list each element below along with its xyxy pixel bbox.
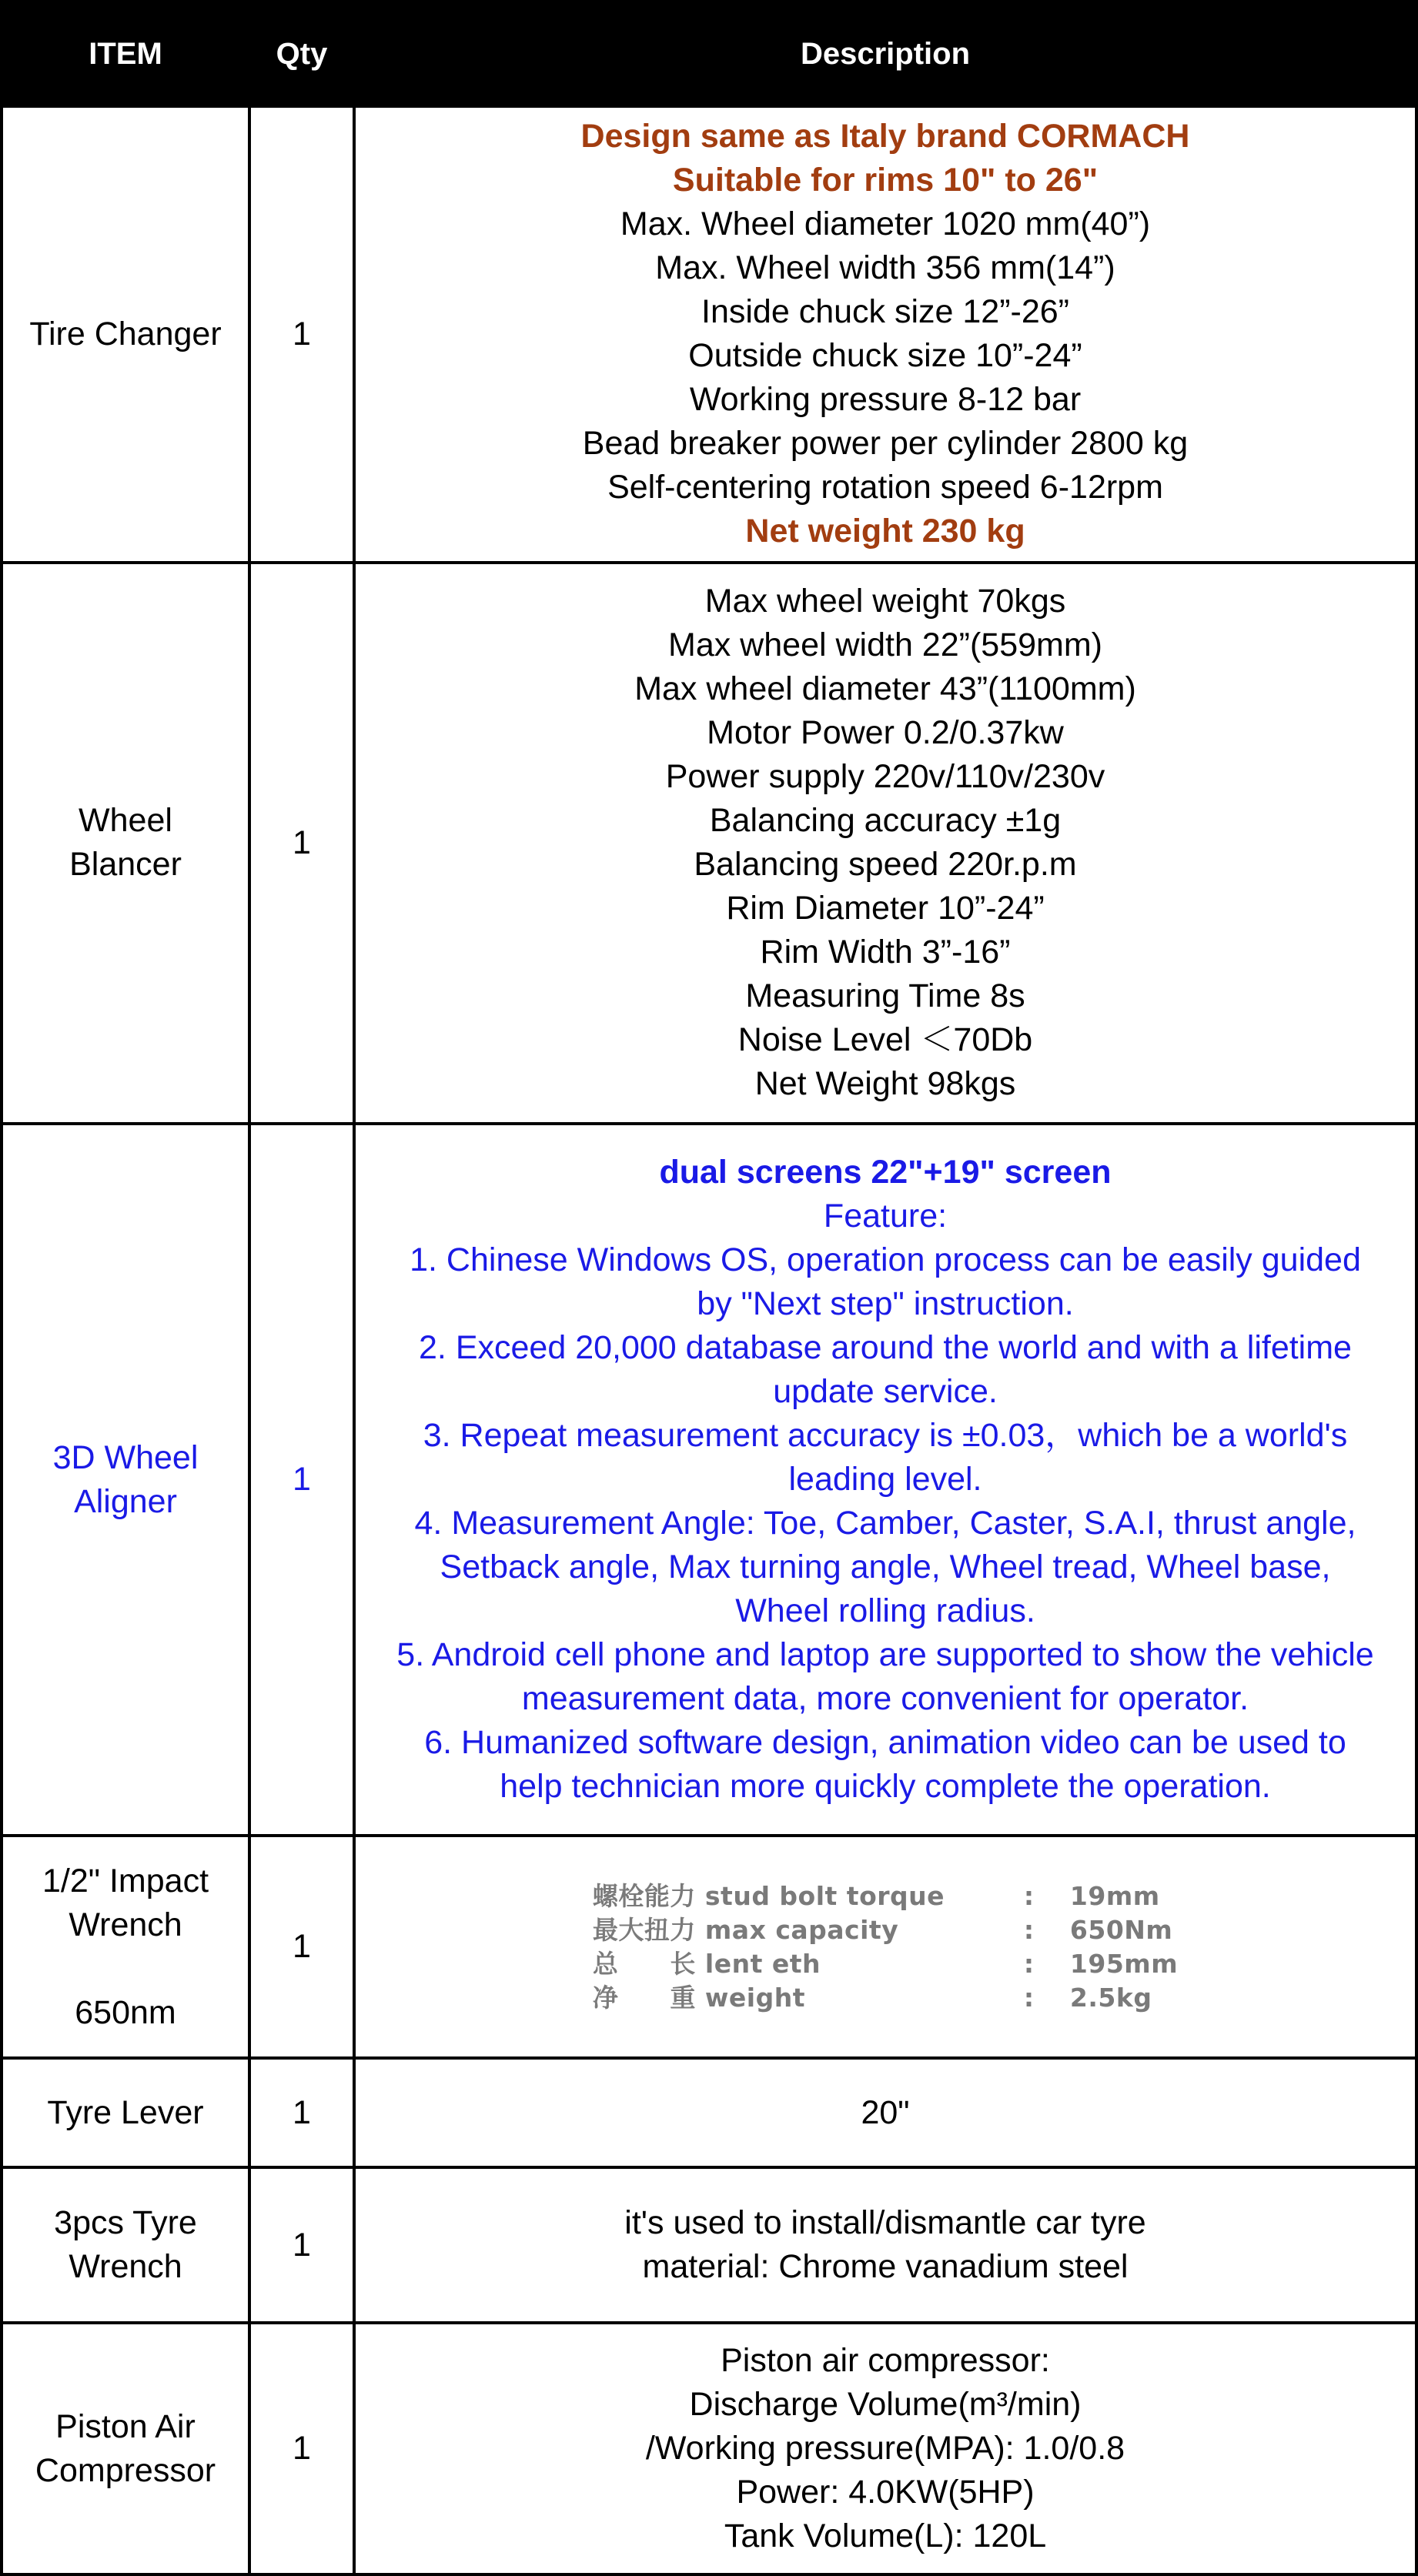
- description-line: 5. Android cell phone and laptop are supported to show the vehicle: [396, 1636, 1374, 1674]
- spec-label: 螺栓能力 stud bolt torque: [592, 1880, 945, 1911]
- table-row-tire-changer: [2, 106, 1416, 563]
- item-name-line: Wheel: [79, 802, 172, 840]
- description-line: Motor Power 0.2/0.37kw: [707, 714, 1064, 752]
- spec-plate-row: [593, 1913, 1178, 1947]
- table-row-impact-wrench: [2, 1836, 1416, 2057]
- item-name-line: 3D Wheel: [52, 1438, 199, 1476]
- qty-cell: 1: [249, 1836, 354, 2057]
- item-name-line: Wrench: [69, 1906, 182, 1943]
- qty-cell: 1: [249, 2323, 354, 2574]
- spec-colon: :: [1023, 1880, 1035, 1911]
- description-line: Tank Volume(L): 120L: [724, 2518, 1047, 2555]
- spec-plate-image: [593, 1879, 1178, 2015]
- description-line: Feature:: [823, 1198, 948, 1235]
- spec-plate-row: [593, 1947, 1178, 1981]
- item-name-line: 1/2" Impact: [42, 1862, 209, 1899]
- table-row-tyre-wrench: [2, 2167, 1416, 2323]
- item-cell: [2, 1124, 249, 1836]
- item-name-line: Piston Air: [55, 2407, 196, 2445]
- item-name-line: 650nm: [75, 1993, 176, 2031]
- spec-plate-row: [593, 1879, 1178, 1913]
- description-line: Rim Diameter 10”-24”: [726, 890, 1045, 927]
- description-line: /Working pressure(MPA): 1.0/0.8: [645, 2430, 1125, 2467]
- description-line: Power: 4.0KW(5HP): [736, 2474, 1035, 2511]
- description-line: 3. Repeat measurement accuracy is ±0.03，which be a world's: [423, 1417, 1348, 1455]
- description-line: Measuring Time 8s: [745, 977, 1025, 1015]
- header-row: [2, 2, 1416, 106]
- description-cell: [354, 2167, 1416, 2323]
- description-cell: [354, 2323, 1416, 2574]
- description-line: Outside chuck size 10”-24”: [688, 337, 1082, 375]
- description-line: measurement data, more convenient for operator.: [521, 1680, 1249, 1718]
- description-line: material: Chrome vanadium steel: [642, 2248, 1129, 2286]
- description-line: Net Weight 98kgs: [754, 1065, 1016, 1103]
- item-cell: [2, 2167, 249, 2323]
- description-line: Design same as Italy brand CORMACH: [580, 118, 1190, 155]
- description-line: it's used to install/dismantle car tyre: [624, 2204, 1146, 2242]
- description-cell: [354, 2058, 1416, 2167]
- description-line: Balancing accuracy ±1g: [709, 802, 1062, 840]
- item-name-line: Wrench: [69, 2248, 182, 2286]
- spec-colon: :: [1023, 1948, 1035, 1979]
- description-line: Max wheel width 22”(559mm): [668, 626, 1102, 664]
- spec-label: 最大扭力 max capacity: [592, 1914, 899, 1945]
- qty-cell: 1: [249, 2167, 354, 2323]
- table-header: [2, 2, 1416, 106]
- description-line: leading level.: [788, 1461, 982, 1498]
- description-line: Discharge Volume(m³/min): [689, 2386, 1082, 2424]
- description-line: Wheel rolling radius.: [735, 1592, 1035, 1630]
- description-line: Noise Level ＜70Db: [737, 1021, 1033, 1059]
- description-line: Suitable for rims 10" to 26": [672, 162, 1099, 199]
- description-line: Working pressure 8-12 bar: [689, 381, 1082, 419]
- description-cell: [354, 106, 1416, 563]
- header-item: ITEM: [2, 2, 249, 106]
- item-name: Tyre Lever: [47, 2093, 204, 2131]
- description-line: dual screens 22"+19" screen: [659, 1154, 1112, 1191]
- description-line: by "Next step" instruction.: [697, 1285, 1074, 1323]
- spec-colon: :: [1023, 1914, 1035, 1945]
- spec-value: 2.5kg: [1069, 1982, 1152, 2013]
- description-line: Max wheel weight 70kgs: [704, 583, 1066, 620]
- header-qty: Qty: [249, 2, 354, 106]
- qty-cell: 1: [249, 2058, 354, 2167]
- description-line: 1. Chinese Windows OS, operation process can be easily guided: [410, 1241, 1361, 1279]
- qty-cell: 1: [249, 563, 354, 1124]
- description-line: help technician more quickly complete the operation.: [500, 1768, 1271, 1806]
- spec-value: 650Nm: [1069, 1914, 1173, 1945]
- item-name-line: 3pcs Tyre: [54, 2204, 197, 2242]
- table-row-tyre-lever: [2, 2058, 1416, 2167]
- spacer: [6, 1947, 245, 1991]
- spec-label: 净 重 weight: [592, 1982, 805, 2013]
- description-line: Setback angle, Max turning angle, Wheel tread, Wheel base,: [440, 1549, 1331, 1586]
- description-cell: [354, 1124, 1416, 1836]
- description-line: Rim Width 3”-16”: [760, 934, 1011, 971]
- spec-value: 19mm: [1069, 1880, 1160, 1911]
- spec-plate-row: [593, 1981, 1178, 2015]
- spec-value: 195mm: [1069, 1948, 1179, 1979]
- item-name-line: Aligner: [74, 1482, 177, 1520]
- description-line: Max. Wheel diameter 1020 mm(40”): [620, 205, 1151, 243]
- description-line: Max wheel diameter 43”(1100mm): [634, 670, 1136, 708]
- item-name: Tire Changer: [29, 315, 222, 352]
- description-line: Piston air compressor:: [721, 2342, 1050, 2380]
- description-line: 20": [861, 2093, 910, 2131]
- description-line: Power supply 220v/110v/230v: [665, 758, 1105, 796]
- item-cell: [2, 106, 249, 563]
- table-row-wheel-balancer: [2, 563, 1416, 1124]
- description-line: Self-centering rotation speed 6-12rpm: [607, 469, 1163, 506]
- spec-label: 总 长 lent eth: [592, 1948, 821, 1979]
- qty-cell: 1: [249, 106, 354, 563]
- description-line: Inside chuck size 12”-26”: [701, 293, 1069, 331]
- description-line: Balancing speed 220r.p.m: [694, 846, 1077, 884]
- item-cell: [2, 2058, 249, 2167]
- description-cell: [354, 563, 1416, 1124]
- item-cell: [2, 1836, 249, 2057]
- description-line: update service.: [773, 1373, 998, 1411]
- item-name-line: Compressor: [35, 2451, 216, 2489]
- item-cell: [2, 2323, 249, 2574]
- item-name-line: Blancer: [69, 846, 182, 884]
- table-row-3d-wheel-aligner: [2, 1124, 1416, 1836]
- spec-colon: :: [1023, 1982, 1035, 2013]
- description-line: 6. Humanized software design, animation video can be used to: [424, 1724, 1346, 1762]
- description-line: 2. Exceed 20,000 database around the world and with a lifetime: [419, 1329, 1352, 1367]
- description-cell: [354, 1836, 1416, 2057]
- qty-cell: 1: [249, 1124, 354, 1836]
- header-description: Description: [354, 2, 1416, 106]
- item-cell: [2, 563, 249, 1124]
- description-line: Max. Wheel width 356 mm(14”): [655, 249, 1115, 287]
- table-row-piston-air-compressor: [2, 2323, 1416, 2574]
- description-line: Bead breaker power per cylinder 2800 kg: [582, 425, 1189, 463]
- description-line: Net weight 230 kg: [745, 513, 1025, 550]
- description-line: 4. Measurement Angle: Toe, Camber, Caster, S.A.I, thrust angle,: [414, 1505, 1356, 1542]
